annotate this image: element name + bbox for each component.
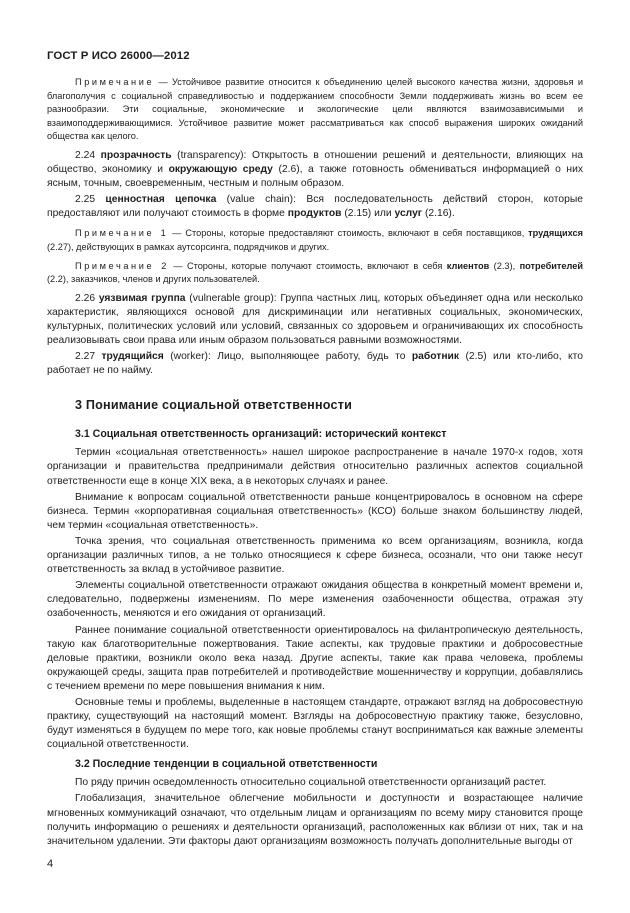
note-label: Примечание 2 [75, 260, 169, 271]
page-number: 4 [47, 858, 54, 870]
ref-clients: клиентов [446, 260, 490, 271]
ref-workers: трудящихся [528, 228, 583, 239]
note-sustainable-development: Примечание — Устойчивое развитие относится к объединению целей высокого качества жизни, здоровья и благополучия с социальной справедливостью и поддержанием способности Земли поддерживать жизнь во всем ее разнообразии. Эти социальные, экономические и экологические цели являются взаимозависимыми и взаимоподдерживающимися. Устойчивое развитие может рассматриваться как способ выражения широких ожиданий общества как целого. [47, 77, 583, 142]
paragraph: Элементы социальной ответственности отражают ожидания общества в конкретный момент времени и, следовательно, подвержены изменениям. По мере изменения озабоченности общества, отражая эту озабоченность, меняются и его ожидания от организаций. [47, 580, 583, 620]
note-2: Примечание 2 — Стороны, которые получают стоимость, включают в себя клиентов (2.3), потребителей (2.2), заказчиков, членов и других пользователей. [47, 260, 583, 285]
paragraph: Внимание к вопросам социальной ответственности раньше концентрировалось в основном на сфере бизнеса. Термин «корпоративная социальная ответственность» (КСО) больше знаком большинству людей, чем термин «социальная ответственность». [47, 491, 583, 531]
document-body [47, 76, 583, 851]
term-vulnerable-group: уязвимая группа [98, 292, 186, 304]
ref-environment: окружающую среду [168, 164, 273, 176]
paragraph: По ряду причин осведомленность относительно социальной ответственности организаций растет. [75, 777, 547, 789]
document-header: ГОСТ Р ИСО 26000—2012 [47, 50, 190, 62]
definition-2-24: 2.24 прозрачность (transparency): Открытость в отношении решений и деятельности, влияющих на общество, экономику и окружающую среду (2.6), а также готовность обмениваться информацией о них ясным, точным, своевременным, честным и полным образом. [47, 149, 583, 190]
paragraph: Основные темы и проблемы, выделенные в настоящем стандарте, отражают взгляд на добросовестную практику, существующий на настоящий момент. Взгляды на добросовестную практику также, безусловно, будут изменяться в будущем по мере того, как новые проблемы станут восприниматься как важные элементы социальной ответственности. [47, 696, 583, 751]
note-label: Примечание [75, 77, 155, 87]
paragraph: Термин «социальная ответственность» нашел широкое распространение в начале 1970-х годов, хотя организации и правительства предпринимали действия относительно различных аспектов социальной ответственности еще в конце XIX века, а в некоторых случаях и ранее. [47, 447, 583, 487]
note-1: Примечание 1 — Стороны, которые предоставляют стоимость, включают в себя поставщиков, трудящихся (2.27), действующих в рамках аутсорсинга, подрядчиков и других. [47, 228, 583, 253]
subsection-3-2-title: 3.2 Последние тенденции в социальной ответственности [75, 758, 378, 771]
paragraph: Глобализация, значительное облегчение мобильности и доступности и возрастающее наличие мгновенных коммуникаций означают, что отдельным лицам и организациям по всему миру становится проще получить информацию о решениях и деятельности организаций, расположенных как вблизи от них, так и на значительном удалении. Эти факторы дают организациям возможность получать дополнительные выгоды от [47, 793, 583, 847]
definition-2-25: 2.25 ценностная цепочка (value chain): Вся последовательность действий сторон, которые предоставляют или получают стоимость в форме продуктов (2.15) или услуг (2.16). [47, 194, 583, 220]
ref-products: продуктов [287, 208, 342, 220]
section-3-title: 3 Понимание социальной ответственности [75, 398, 353, 413]
paragraph: Точка зрения, что социальная ответственность применима ко всем организациям, возникла, когда организации различных типов, а не только относящиеся к сфере бизнеса, осознали, что они также несут ответственность за вклад в устойчивое развитие. [47, 535, 583, 576]
subsection-3-1-title: 3.1 Социальная ответственность организаций: исторический контекст [75, 428, 447, 441]
ref-employee: работник [411, 351, 460, 363]
ref-services: услуг [394, 208, 423, 220]
definition-2-27: 2.27 трудящийся (worker): Лицо, выполняющее работу, будь то работник (2.5) или кто-либо, кто работает не по найму. [47, 351, 583, 377]
term-transparency: прозрачность [100, 149, 172, 161]
definition-2-26: 2.26 уязвимая группа (vulnerable group): Группа частных лиц, которых объединяет одна или несколько характеристик, являющихся основой для дискриминации или негативных социальных, экономических, культурных, политических условий или условий, связанных со здоровьем и ограничивающих их способность реализовывать свои права или иным образом пользоваться равными возможностями. [47, 292, 584, 347]
term-worker: трудящийся [101, 351, 164, 363]
ref-consumers: потребителей [519, 260, 583, 271]
paragraph: Раннее понимание социальной ответственности ориентировалось на филантропическую деятельность, такую как благотворительные пожертвования. Такие аспекты, как трудовые практики и добросовестные деловые практики, возникли около века назад. Другие аспекты, такие как права человека, проблемы окружающей среды, защита прав потребителей и противодействие мошенничеству и коррупции, добавлялись с течением времени по мере повышения внимания к ним. [47, 624, 583, 692]
term-value-chain: ценностная цепочка [105, 194, 217, 206]
note-label: Примечание 1 [75, 228, 169, 239]
